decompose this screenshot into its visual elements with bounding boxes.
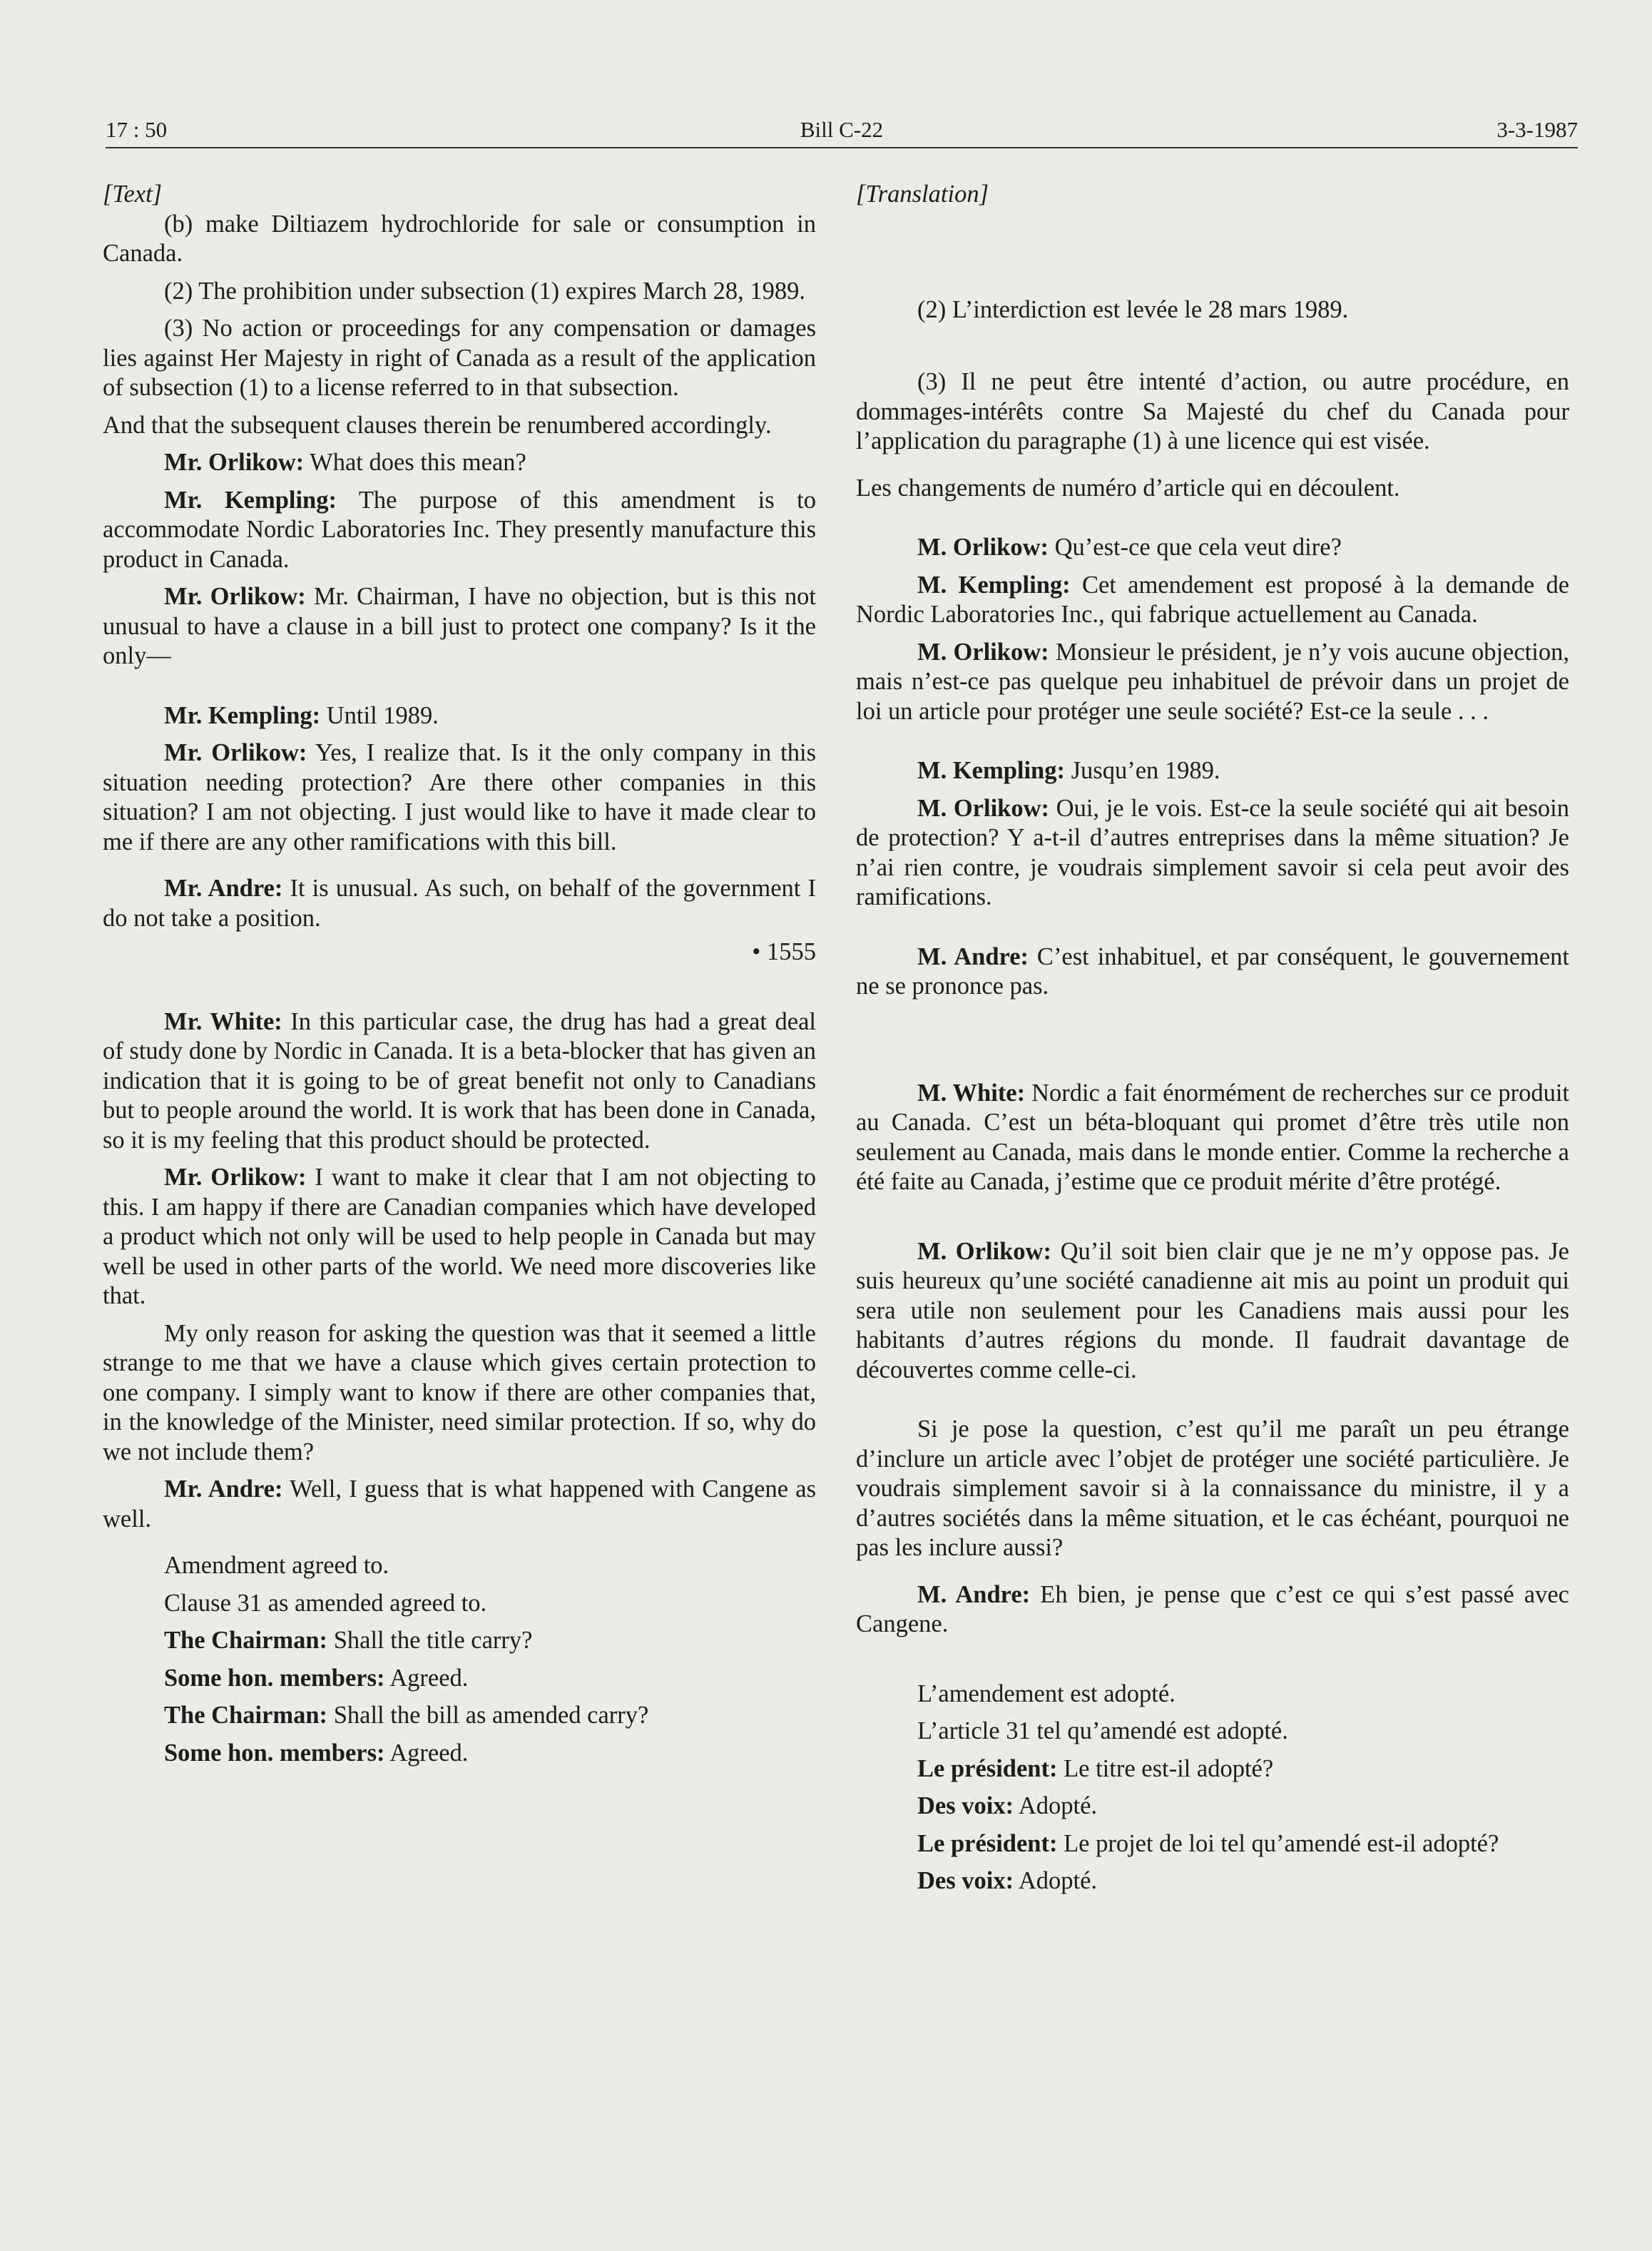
- speaker-name: Mr. Orlikow:: [164, 583, 306, 610]
- french-column: [856, 180, 1569, 1896]
- speech: [103, 1626, 816, 1656]
- paragraph: (b) make Diltiazem hydrochloride for sale or consumption in Canada.: [103, 210, 816, 267]
- speech-text: It is unusual. As such, on behalf of the government I do not take a position.: [103, 875, 816, 932]
- paragraph: Si je pose la question, c’est qu’il me paraît un peu étrange d’inclure un article avec l’objet de protéger une société particulière. Je voudrais simplement savoir si à la connaissance du ministre, il y a d’autres sociétés dans la même situation, et le cas échéant, pourquoi ne pas les inclure aussi?: [856, 1416, 1569, 1561]
- speech-text: The purpose of this amendment is to accommodate Nordic Laboratories Inc. They presently manufacture this product in Canada.: [103, 486, 816, 573]
- speech-text: Oui, je le vois. Est-ce la seule société qui ait besoin de protection? Y a-t-il d’autres entreprises dans la même situation? Je n’ai rien contre, je voudrais simplement savoir si cela peut avoir des ramifications.: [856, 794, 1569, 910]
- speech: [856, 638, 1569, 727]
- english-column: [103, 180, 816, 1768]
- speech: [103, 1739, 816, 1769]
- speech: [103, 582, 816, 671]
- speaker-name: Mr. Andre:: [164, 1475, 283, 1503]
- column-heading: [Translation]: [856, 181, 989, 208]
- page-number: 17 : 50: [106, 117, 168, 142]
- paragraph: (3) Il ne peut être intenté d’action, ou autre procédure, en dommages-intérêts contre Sa Majesté du chef du Canada pour l’application du paragraphe (1) à une licence qui est visée.: [856, 368, 1569, 454]
- paragraph: Clause 31 as amended agreed to.: [164, 1589, 487, 1617]
- speaker-name: The Chairman:: [164, 1627, 328, 1654]
- speaker-name: Mr. Andre:: [164, 875, 283, 902]
- paragraph: My only reason for asking the question was that it seemed a little strange to me that we have a clause which gives certain protection to one company. I simply want to know if there are other companies that, in the knowledge of the Minister, need similar protection. If so, why do we not include them?: [103, 1319, 816, 1465]
- paragraph: Amendment agreed to.: [164, 1552, 389, 1579]
- speech-text: Agreed.: [384, 1664, 469, 1692]
- speech-text: C’est inhabituel, et par conséquent, le gouvernement ne se prononce pas.: [856, 942, 1569, 1000]
- speech: [856, 1237, 1569, 1386]
- paragraph: L’article 31 tel qu’amendé est adopté.: [917, 1717, 1288, 1744]
- speech-text: Cet amendement est proposé à la demande de Nordic Laboratories Inc., qui fabrique actuellement au Canada.: [856, 571, 1570, 628]
- speech: [103, 1701, 816, 1731]
- paragraph: (3) No action or proceedings for any compensation or damages lies against Her Majesty in right of Canada as a result of the application of subsection (1) to a license referred to in that subsection.: [103, 315, 816, 401]
- speech-text: Well, I guess that is what happened with Cangene as well.: [103, 1475, 816, 1533]
- speech: [103, 486, 816, 575]
- speech: [856, 756, 1569, 786]
- paragraph: L’amendement est adopté.: [917, 1680, 1176, 1707]
- speech: [856, 1829, 1569, 1859]
- speech-text: Agreed.: [384, 1739, 469, 1767]
- speaker-name: Some hon. members:: [164, 1739, 385, 1767]
- speech: [103, 874, 816, 933]
- speech: [103, 1664, 816, 1694]
- speaker-name: M. Orlikow:: [917, 794, 1050, 822]
- speech-text: Adopté.: [1014, 1867, 1098, 1894]
- header-date: 3-3-1987: [1497, 117, 1578, 142]
- paragraph: Les changements de numéro d’article qui en découlent.: [856, 474, 1400, 502]
- speaker-name: Des voix:: [917, 1792, 1014, 1819]
- speech: [103, 738, 816, 857]
- speech-text: In this particular case, the drug has had a great deal of study done by Nordic in Canada. It is a beta-blocker that has given an indication that it is going to be of great benefit not only to Canadians but to people around the world. It is work that has been done in Canada, so it is my feeling that this product should be protected.: [103, 1007, 816, 1154]
- speech-text: Adopté.: [1014, 1792, 1098, 1819]
- speech-text: Until 1989.: [320, 701, 439, 729]
- paragraph: (2) L’interdiction est levée le 28 mars 1989.: [917, 295, 1349, 323]
- speaker-name: Des voix:: [917, 1867, 1014, 1894]
- paragraph: (2) The prohibition under subsection (1) expires March 28, 1989.: [164, 277, 806, 305]
- bill-title: Bill C-22: [800, 117, 884, 142]
- speaker-name: M. Orlikow:: [917, 638, 1049, 666]
- speaker-name: Mr. Kempling:: [164, 701, 321, 729]
- speech: [856, 794, 1569, 913]
- paragraph: And that the subsequent clauses therein be renumbered accordingly.: [103, 411, 772, 439]
- speech-text: What does this mean?: [304, 449, 526, 476]
- speech: [103, 1163, 816, 1311]
- speech-text: Eh bien, je pense que c’est ce qui s’est passé avec Cangene.: [856, 1580, 1569, 1637]
- speaker-name: The Chairman:: [164, 1702, 328, 1729]
- column-heading: [Text]: [103, 181, 163, 208]
- speech-text: Monsieur le président, je n’y vois aucune objection, mais n’est-ce pas quelque peu inhabituel de prévoir dans un projet de loi un article pour protéger une seule société? Est-ce la seule . . .: [856, 638, 1569, 725]
- speech-text: Le projet de loi tel qu’amendé est-il adopté?: [1057, 1829, 1499, 1857]
- speech: [856, 1754, 1569, 1784]
- speaker-name: M. Andre:: [917, 942, 1029, 970]
- speaker-name: M. Kempling:: [917, 571, 1071, 599]
- speaker-name: M. Orlikow:: [917, 534, 1049, 561]
- speech: [856, 1580, 1569, 1640]
- speech: [856, 942, 1569, 1002]
- speaker-name: Mr. Orlikow:: [164, 739, 307, 766]
- speaker-name: Mr. Kempling:: [164, 486, 337, 514]
- speaker-name: M. Kempling:: [917, 757, 1065, 784]
- speaker-name: Le président:: [917, 1754, 1058, 1782]
- speech-text: Yes, I realize that. Is it the only company in this situation needing protection? Are there other companies in this situation? I am not objecting. I just would like to have it made clear to me if there are any other ramifications with this bill.: [103, 739, 816, 855]
- speech-text: Shall the title carry?: [327, 1627, 533, 1654]
- speech: [103, 1007, 816, 1156]
- speech-text: I want to make it clear that I am not objecting to this. I am happy if there are Canadian companies which have developed a product which not only will be used to help people in Canada but may well be used in other parts of the world. We need more discoveries like that.: [103, 1164, 817, 1309]
- time-marker: • 1555: [752, 938, 816, 965]
- speaker-name: Some hon. members:: [164, 1664, 385, 1692]
- speech: [103, 1475, 816, 1534]
- speech: [856, 533, 1569, 563]
- speech: [856, 1079, 1569, 1197]
- speaker-name: Le président:: [917, 1829, 1058, 1857]
- speech-text: Shall the bill as amended carry?: [327, 1702, 649, 1729]
- speech: [103, 448, 816, 478]
- speaker-name: M. Orlikow:: [917, 1237, 1051, 1265]
- speech: [103, 701, 816, 731]
- speaker-name: M. White:: [917, 1079, 1026, 1107]
- speech: [856, 1866, 1569, 1896]
- speaker-name: Mr. Orlikow:: [164, 1164, 307, 1191]
- speech-text: Nordic a fait énormément de recherches sur ce produit au Canada. C’est un béta-bloquant qui promet d’être très utile non seulement au Canada, mais dans le monde entier. Comme la recherche a été faite au Canada, j’estime que ce produit mérite d’être protégé.: [856, 1079, 1569, 1195]
- speech-text: Le titre est-il adopté?: [1057, 1754, 1274, 1782]
- speaker-name: Mr. Orlikow:: [164, 449, 305, 476]
- speaker-name: Mr. White:: [164, 1007, 282, 1035]
- speaker-name: M. Andre:: [917, 1580, 1031, 1608]
- page-header: [106, 113, 1578, 148]
- speech-text: Qu’il soit bien clair que je ne m’y oppose pas. Je suis heureux qu’une société canadienne ait mis au point un produit qui sera utile non seulement pour les Canadiens mais aussi pour les habitants d’autres régions du monde. Il faudrait davantage de découvertes comme celle-ci.: [856, 1237, 1569, 1383]
- speech: [856, 1792, 1569, 1821]
- speech-text: Jusqu’en 1989.: [1064, 757, 1220, 784]
- speech-text: Qu’est-ce que cela veut dire?: [1048, 534, 1342, 561]
- speech: [856, 571, 1569, 630]
- speech-text: Mr. Chairman, I have no objection, but is this not unusual to have a clause in a bill just to protect one company? Is it the only—: [103, 583, 816, 669]
